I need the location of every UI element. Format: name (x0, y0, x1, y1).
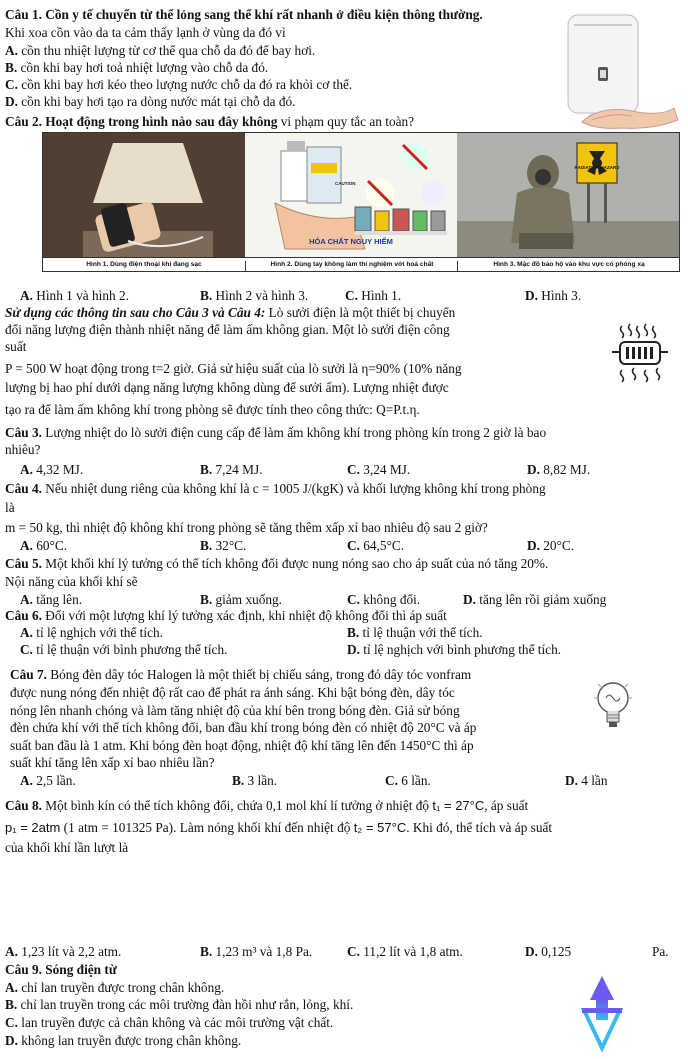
q6-option-a: A. tỉ lệ nghịch với thể tích. (20, 625, 163, 640)
q5-stem-2: Nội năng của khối khí sẽ (5, 574, 138, 589)
q4-stem-3: m = 50 kg, thì nhiệt độ không khí trong phòng sẽ tăng thêm xấp xỉ bao nhiêu độ sau 2 giờ? (5, 520, 488, 535)
q3-option-d: D. 8,82 MJ. (527, 462, 591, 477)
sanitizer-dispenser-illustration (562, 12, 680, 132)
info-line-3: suất (5, 339, 27, 354)
q7-line-6: suất khí tăng lên xấp xỉ bao nhiêu lần? (10, 755, 215, 770)
info-line-1: Sử dụng các thông tin sau cho Câu 3 và Câu 4: Lò sưởi điện là một thiết bị chuyển (5, 305, 456, 320)
q6-option-c: C. tỉ lệ thuận với bình phương thể tích. (20, 642, 228, 657)
q8-option-c: C. 11,2 lít và 1,8 atm. (347, 944, 463, 959)
q2-figure-strip (42, 132, 680, 272)
q7-line-3: nóng lên nhanh chóng và làm tăng nhiệt độ của khí bên trong bóng đèn. Giả sử bóng (10, 703, 460, 718)
brand-logo (558, 970, 648, 1054)
info-line-5: lượng bị hao phí dưới dạng năng lượng không dùng để sưởi ấm). Lượng nhiệt được (5, 380, 449, 395)
q6-stem: Câu 6. Đối với một lượng khí lý tưởng xác định, khi nhiệt độ không đổi thì áp suất (5, 608, 447, 623)
q7-line-4: đèn chứa khí với thể tích không đổi, ban đầu khí trong bóng đèn có nhiệt độ 20°C và áp (10, 720, 477, 735)
q2-stem: Câu 2. Hoạt động trong hình nào sau đây không vi phạm quy tắc an toàn? (5, 114, 415, 129)
q4-option-b: B. 32°C. (200, 538, 247, 553)
q5-stem: Câu 5. Một khối khí lý tưởng có thể tích không đổi được nung nóng sao cho áp suất của nó tăng 20%. (5, 556, 549, 571)
figure-2-chemicals (245, 133, 457, 257)
light-bulb-icon (592, 678, 634, 736)
q2-option-c: C. Hình 1. (345, 288, 402, 303)
q3-stem: Câu 3. Lượng nhiệt do lò sưởi điện cung cấp để làm ấm không khí trong phòng kín trong 2 giờ là bao (5, 425, 547, 440)
q4-option-d: D. 20°C. (527, 538, 575, 553)
q3-option-c: C. 3,24 MJ. (347, 462, 411, 477)
q8-option-a: A. 1,23 lít và 2,2 atm. (5, 944, 122, 959)
info-line-2: đổi năng lượng điện thành nhiệt năng để làm ấm không gian. Một lò sưởi điện công (5, 322, 450, 337)
q8-line-2: p₁ = 2atm (1 atm = 101325 Pa). Làm nóng khối khí đến nhiệt độ t₂ = 57°C. Khi đó, thể tích và áp suất (5, 820, 553, 835)
caption-figure-3: Hình 3. Mặc đồ bảo hộ vào khu vực có phóng xạ (457, 261, 680, 271)
q8-option-d-tail: Pa. (652, 944, 669, 959)
q1-option-a: A. cồn thu nhiệt lượng từ cơ thể qua chỗ da đó để bay hơi. (5, 43, 316, 58)
q4-option-a: A. 60°C. (20, 538, 68, 553)
q9-option-b: B. chỉ lan truyền trong các môi trường đàn hồi như rắn, lỏng, khí. (5, 997, 354, 1012)
q5-option-b: B. giảm xuống. (200, 592, 283, 607)
q3-stem-2: nhiêu? (5, 442, 41, 457)
q9-option-c: C. lan truyền được cả chân không và các môi trường vật chất. (5, 1015, 334, 1030)
caution-label: CAUTION (335, 181, 356, 186)
q3-option-b: B. 7,24 MJ. (200, 462, 263, 477)
q9-stem: Câu 9. Sóng điện từ (5, 962, 117, 977)
figure-1-phone-charging (43, 133, 245, 257)
q7-option-b: B. 3 lần. (232, 773, 278, 788)
q9-option-a: A. chỉ lan truyền được trong chân không. (5, 980, 225, 995)
q2-option-b: B. Hình 2 và hình 3. (200, 288, 309, 303)
q7-line-5: suất ban đầu là 1 atm. Khi bóng đèn hoạt động, nhiệt độ khí tăng lên đến 1450°C thì áp (10, 738, 474, 753)
info-line-4: P = 500 W hoạt động trong t=2 giờ. Giả sử hiệu suất của lò sưởi là η=90% (10% năng (5, 361, 462, 376)
q7-option-c: C. 6 lần. (385, 773, 431, 788)
q1-stem-2: Khi xoa cồn vào da ta cảm thấy lạnh ở vùng da đó vì (5, 25, 286, 40)
caption-figure-1: Hình 1. Dùng điện thoại khi đang sạc (86, 261, 202, 268)
q6-option-d: D. tỉ lệ nghịch với bình phương thể tích. (347, 642, 562, 657)
q8-line-3: của khối khí lần lượt là (5, 840, 129, 855)
q4-option-c: C. 64,5°C. (347, 538, 405, 553)
q5-option-c: C. không đổi. (347, 592, 421, 607)
q6-option-b: B. tỉ lệ thuận với thể tích. (347, 625, 483, 640)
q7-line-2: được nung nóng đến nhiệt độ rất cao để phát ra ánh sáng. Khi bật bóng đèn, dây tóc (10, 685, 455, 700)
q5-option-a: A. tăng lên. (20, 592, 83, 607)
q9-option-d: D. không lan truyền được trong chân không. (5, 1033, 242, 1048)
q8-option-b: B. 1,23 m³ và 1,8 Pa. (200, 944, 313, 959)
q4-stem: Câu 4. Nếu nhiệt dung riêng của không khí là c = 1005 J/(kgK) và khối lượng không khí trong phòng (5, 481, 546, 496)
caption-figure-2: Hình 2. Dùng tay không làm thí nghiệm với hoá chất (245, 261, 458, 271)
radiation-hazard-sign: RADIATION HAZARD (574, 165, 620, 170)
q7-option-d: D. 4 lần (565, 773, 608, 788)
q1-option-d: D. cồn khi bay hơi tạo ra dòng nước mát tại chỗ da đó. (5, 94, 296, 109)
q7-line-1: Câu 7. Bóng đèn dây tóc Halogen là một thiết bị chiếu sáng, trong đó dây tóc vonfram (10, 667, 472, 682)
heater-icon (608, 322, 678, 384)
q1-option-c: C. cồn khi bay hơi kéo theo lượng nước chỗ da đó ra khỏi cơ thể. (5, 77, 353, 92)
hazard-chemicals-label: HÓA CHẤT NGUY HIỂM (309, 237, 393, 246)
q2-option-d: D. Hình 3. (525, 288, 582, 303)
q8-option-d: D. 0,125 (525, 944, 572, 959)
q7-option-a: A. 2,5 lần. (20, 773, 76, 788)
figure-3-radiation-zone (457, 133, 679, 257)
q5-option-d: D. tăng lên rồi giảm xuống (463, 592, 607, 607)
q8-line-1: Câu 8. Một bình kín có thể tích không đổi, chứa 0,1 mol khí lí tưởng ở nhiệt độ t₁ = 27°C, áp suất (5, 798, 529, 813)
q3-option-a: A. 4,32 MJ. (20, 462, 84, 477)
q1-stem: Câu 1. Cồn y tế chuyển từ thể lỏng sang thể khí rất nhanh ở điều kiện thông thường. (5, 7, 483, 22)
q4-stem-2: là (5, 500, 15, 515)
q2-option-a: A. Hình 1 và hình 2. (20, 288, 129, 303)
info-line-6: tạo ra để làm ấm không khí trong phòng sẽ được tính theo công thức: Q=P.t.η. (5, 402, 420, 417)
q1-option-b: B. cồn khi bay hơi toả nhiệt lượng vào chỗ da đó. (5, 60, 269, 75)
